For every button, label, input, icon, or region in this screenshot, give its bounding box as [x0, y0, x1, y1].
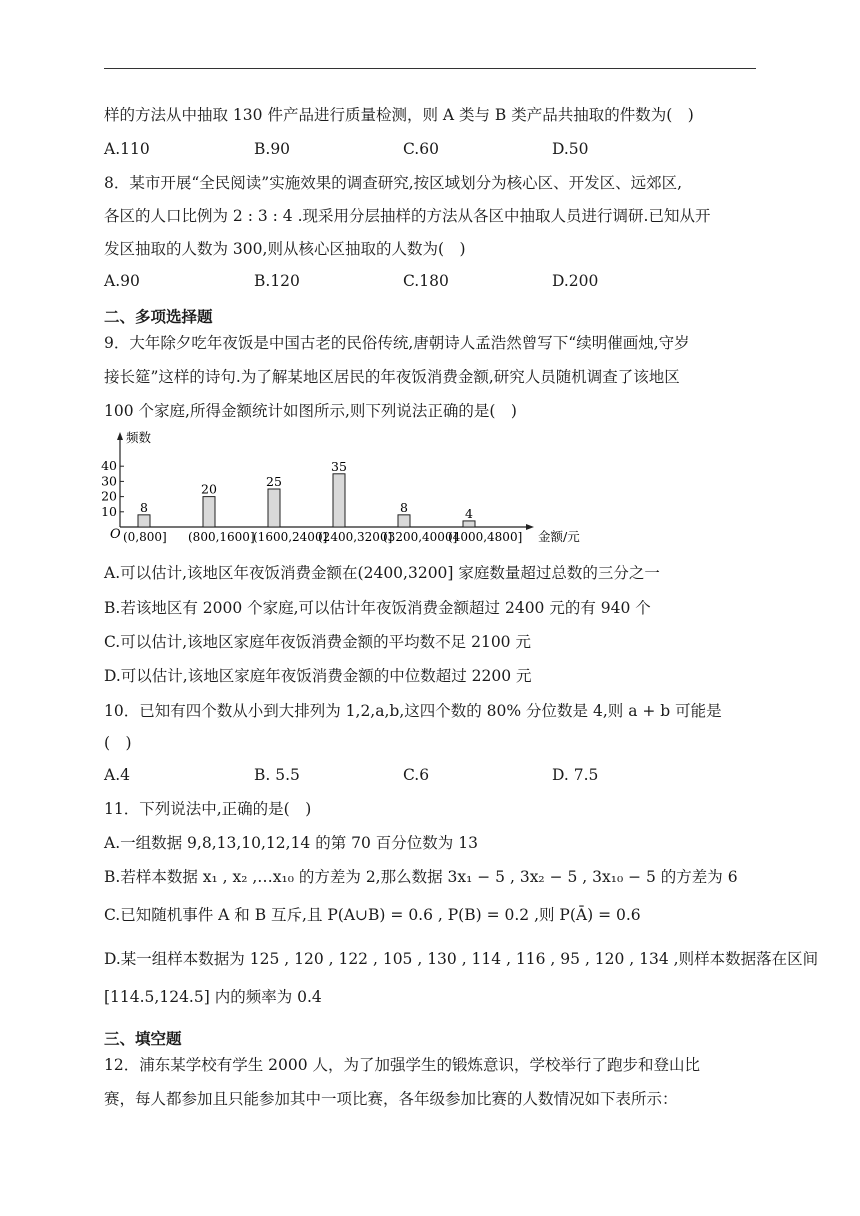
- x-axis-label: 金额/元: [538, 529, 580, 544]
- section-multiple-choice: 二、多项选择题: [104, 308, 213, 326]
- y-tick-label: 30: [101, 473, 117, 489]
- q8-line-2: 各区的人口比例为 2 : 3 : 4 .现采用分层抽样的方法从各区中抽取人员进行调研.已知从开: [104, 207, 711, 225]
- q9-frequency-chart: [101, 428, 594, 552]
- q7-stem-tail: 样的方法从中抽取 130 件产品进行质量检测，则 A 类与 B 类产品共抽取的件数为( ): [104, 106, 694, 124]
- q9-option-c: C.可以估计,该地区家庭年夜饭消费金额的平均数不足 2100 元: [104, 633, 531, 651]
- bar: [333, 474, 345, 527]
- x-tick-label: (4000,4800]: [448, 530, 523, 544]
- x-axis-arrow: [526, 524, 534, 530]
- q11-option-d-line-1: D.某一组样本数据为 125 , 120 , 122 , 105 , 130 , 114 , 116 , 95 , 120 , 134 ,则样本数据落在区间: [104, 950, 819, 968]
- q7-option-c: C.60: [403, 140, 439, 158]
- x-tick-label: (3200,4000]: [383, 530, 458, 544]
- section-fill-in: 三、填空题: [104, 1030, 182, 1048]
- bar: [138, 515, 150, 527]
- bar-value-label: 20: [201, 481, 217, 497]
- bar-value-label: 25: [266, 474, 282, 489]
- bar: [398, 515, 410, 527]
- q11-option-c: C.已知随机事件 A 和 B 互斥,且 P(A∪B) = 0.6 , P(B) = 0.2 ,则 P(Ā) = 0.6: [104, 906, 641, 924]
- y-axis-label: 频数: [126, 430, 152, 445]
- bar-value-label: 8: [140, 499, 148, 515]
- q8-line-1: 8．某市开展“全民阅读”实施效果的调查研究,按区域划分为核心区、开发区、远郊区,: [104, 174, 683, 192]
- x-tick-label: (2400,3200]: [318, 530, 393, 544]
- bar-value-label: 35: [331, 458, 347, 474]
- q11-option-b: B.若样本数据 x₁ , x₂ ,…x₁₀ 的方差为 2,那么数据 3x₁ − 5 , 3x₂ − 5 , 3x₁₀ − 5 的方差为 6: [104, 868, 738, 886]
- header-rule: [104, 68, 756, 69]
- q9-option-d: D.可以估计,该地区家庭年夜饭消费金额的中位数超过 2200 元: [104, 667, 532, 685]
- q10-option-a: A.4: [104, 766, 130, 784]
- bar: [203, 497, 215, 527]
- q8-option-a: A.90: [104, 272, 140, 290]
- x-tick-label: (0,800]: [123, 530, 167, 544]
- y-tick-label: 40: [101, 458, 117, 474]
- q11-option-a: A.一组数据 9,8,13,10,12,14 的第 70 百分位数为 13: [104, 834, 478, 852]
- q11-option-d-line-2: [114.5,124.5] 内的频率为 0.4: [104, 988, 322, 1006]
- q9-line-2: 接长筵”这样的诗句.为了解某地区居民的年夜饭消费金额,研究人员随机调查了该地区: [104, 368, 680, 386]
- q7-option-d: D.50: [552, 140, 589, 158]
- y-axis-arrow: [117, 432, 123, 440]
- q9-line-1: 9．大年除夕吃年夜饭是中国古老的民俗传统,唐朝诗人孟浩然曾写下“续明催画烛,守岁: [104, 334, 690, 352]
- y-tick-label: 20: [101, 488, 117, 504]
- q10-option-c: C.6: [403, 766, 430, 784]
- q8-option-b: B.120: [254, 272, 300, 290]
- bar-value-label: 4: [465, 505, 473, 521]
- q8-option-c: C.180: [403, 272, 449, 290]
- q7-option-b: B.90: [254, 140, 291, 158]
- q10-paren: ( ): [104, 734, 132, 752]
- x-tick-label: (800,1600]: [188, 530, 255, 544]
- bar: [268, 489, 280, 527]
- q8-line-3: 发区抽取的人数为 300,则从核心区抽取的人数为( ): [104, 240, 466, 258]
- q12-line-1: 12．浦东某学校有学生 2000 人，为了加强学生的锻炼意识，学校举行了跑步和登山比: [104, 1056, 701, 1074]
- bar: [463, 521, 475, 527]
- y-tick-label: 10: [101, 503, 117, 519]
- q10-option-b: B. 5.5: [254, 766, 300, 784]
- origin-label: O: [110, 527, 121, 542]
- q9-line-3: 100 个家庭,所得金额统计如图所示,则下列说法正确的是( ): [104, 402, 517, 420]
- bar-value-label: 8: [400, 499, 408, 515]
- q12-line-2: 赛，每人都参加且只能参加其中一项比赛，各年级参加比赛的人数情况如下表所示：: [104, 1090, 678, 1108]
- q9-option-b: B.若该地区有 2000 个家庭,可以估计年夜饭消费金额超过 2400 元的有 940 个: [104, 599, 651, 617]
- q7-option-a: A.110: [104, 140, 150, 158]
- x-tick-label: (1600,2400]: [253, 530, 328, 544]
- q10-option-d: D. 7.5: [552, 766, 599, 784]
- q11-stem: 11．下列说法中,正确的是( ): [104, 800, 312, 818]
- q8-option-d: D.200: [552, 272, 599, 290]
- q10-stem: 10．已知有四个数从小到大排列为 1,2,a,b,这四个数的 80% 分位数是 4,则 a + b 可能是: [104, 702, 722, 720]
- q9-option-a: A.可以估计,该地区年夜饭消费金额在(2400,3200] 家庭数量超过总数的三分之一: [104, 564, 660, 582]
